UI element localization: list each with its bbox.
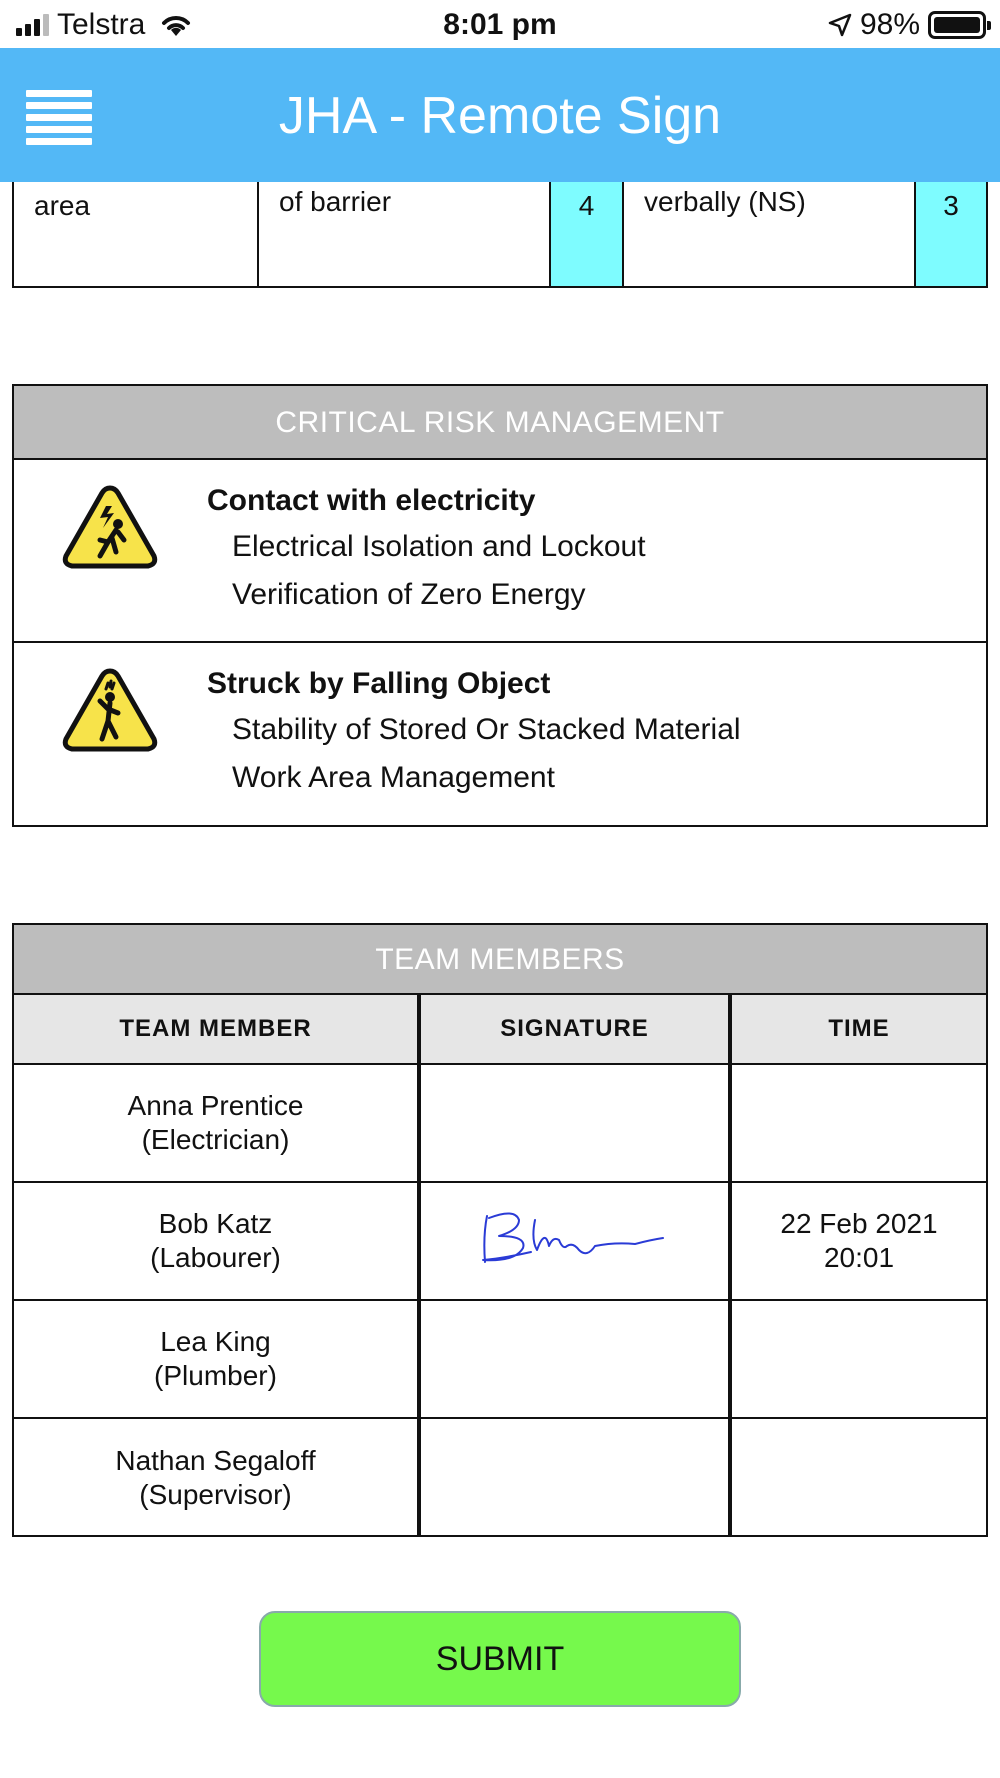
app-header (0, 48, 1000, 182)
member-name: Lea King (160, 1326, 271, 1357)
risk-row (14, 643, 986, 826)
member-role: (Electrician) (141, 1124, 290, 1155)
team-members-header: TEAM MEMBERS (14, 925, 986, 995)
submit-button[interactable]: SUBMIT (259, 1611, 741, 1707)
time-cell (732, 1301, 986, 1419)
page-title: JHA - Remote Sign (278, 87, 722, 145)
location-arrow-icon (828, 13, 852, 37)
member-name: Bob Katz (158, 1208, 273, 1239)
risk-control: Verification of Zero Energy (232, 578, 586, 611)
status-right (828, 8, 986, 42)
member-role: (Plumber) (154, 1360, 277, 1391)
column-header-signature: SIGNATURE (421, 995, 732, 1065)
signature-cell[interactable] (421, 1419, 732, 1537)
column-header-time: TIME (732, 995, 986, 1065)
hazard-cell: area (14, 182, 259, 286)
risk-control: Electrical Isolation and Lockout (232, 530, 646, 563)
member-cell (14, 1301, 421, 1419)
member-cell (14, 1419, 421, 1537)
risk-score-cell: 4 (551, 182, 624, 286)
signature-cell[interactable] (421, 1065, 732, 1183)
signature-image (475, 1206, 675, 1276)
sign-time: 20:01 (823, 1242, 895, 1273)
team-grid (14, 995, 986, 1537)
member-name: Anna Prentice (127, 1090, 304, 1121)
time-cell (732, 1183, 986, 1301)
risk-control: Stability of Stored Or Stacked Material (232, 713, 741, 746)
team-members-table (12, 923, 988, 1537)
member-role: (Labourer) (150, 1242, 281, 1273)
control-cell: of barrier (259, 182, 551, 286)
hazard-table-row (12, 182, 988, 288)
falling-object-warning-icon (60, 665, 160, 755)
risk-score-cell: 3 (916, 182, 986, 286)
member-role: (Supervisor) (139, 1479, 292, 1510)
time-cell (732, 1065, 986, 1183)
risk-title: Struck by Falling Object (207, 667, 551, 700)
critical-risk-header: CRITICAL RISK MANAGEMENT (14, 386, 986, 460)
status-bar (0, 0, 1000, 48)
critical-risk-table (12, 384, 988, 827)
risk-control: Work Area Management (232, 761, 555, 794)
signature-cell[interactable] (421, 1183, 732, 1301)
sign-date: 22 Feb 2021 (780, 1208, 938, 1239)
battery-percent: 98% (859, 8, 920, 41)
clock: 8:01 pm (443, 8, 557, 41)
time-cell (732, 1419, 986, 1537)
electric-shock-warning-icon (60, 482, 160, 572)
risk-title: Contact with electricity (207, 484, 536, 517)
column-header-team-member: TEAM MEMBER (14, 995, 421, 1065)
battery-icon (928, 11, 986, 39)
signature-cell[interactable] (421, 1301, 732, 1419)
member-cell (14, 1183, 421, 1301)
member-cell (14, 1065, 421, 1183)
control-cell: verbally (NS) (624, 182, 916, 286)
member-name: Nathan Segaloff (115, 1445, 316, 1476)
carrier-label: Telstra (57, 8, 146, 41)
risk-row (14, 460, 986, 643)
